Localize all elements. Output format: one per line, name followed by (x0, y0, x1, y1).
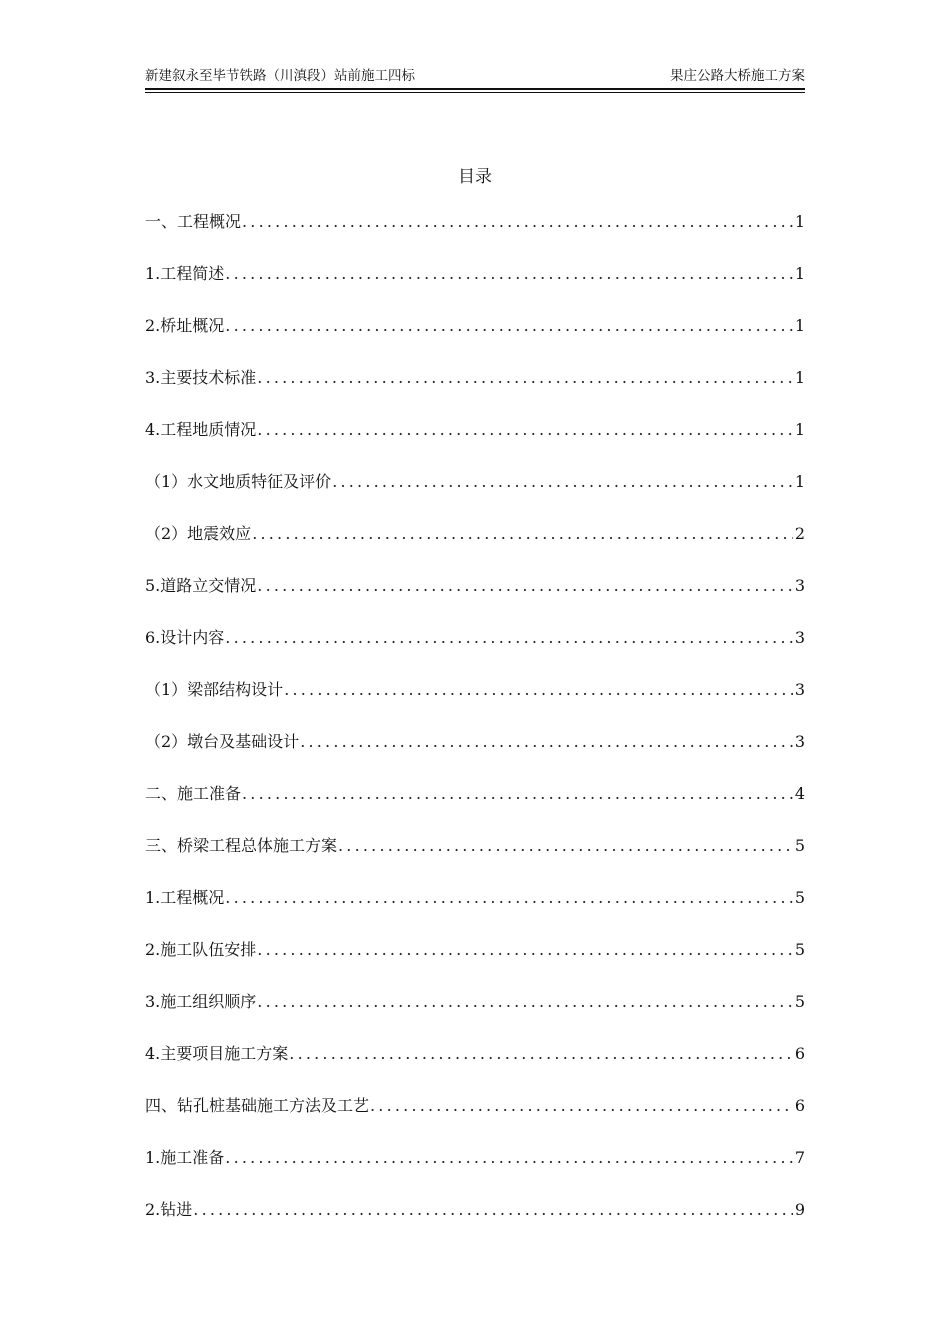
toc-entry-page-number: 1 (794, 472, 805, 491)
toc-dot-leader (370, 1094, 793, 1118)
toc-entry-label: （2）墩台及基础设计 (145, 732, 300, 751)
toc-entry-label: （1）梁部结构设计 (145, 680, 284, 699)
toc-entry[interactable] (145, 1198, 805, 1250)
toc-entry-label: 三、桥梁工程总体施工方案 (145, 836, 338, 855)
toc-entry[interactable] (145, 366, 805, 418)
toc-dot-leader (225, 262, 793, 286)
toc-dot-leader (257, 418, 793, 442)
toc-entry-page-number: 3 (794, 732, 805, 751)
toc-entry-label: 2.桥址概况 (145, 316, 225, 335)
toc-entry-page-number: 1 (794, 420, 805, 439)
toc-entry-page-number: 2 (794, 524, 805, 543)
toc-entry-label: 5.道路立交情况 (145, 576, 257, 595)
toc-entry-page-number: 1 (794, 212, 805, 231)
toc-entry-label: 3.主要技术标准 (145, 368, 257, 387)
toc-entry-label: 6.设计内容 (145, 628, 225, 647)
toc-entry-page-number: 7 (794, 1148, 805, 1167)
toc-entry-label: 四、钻孔桩基础施工方法及工艺 (145, 1096, 370, 1115)
toc-entry[interactable] (145, 834, 805, 886)
page-header (145, 66, 805, 86)
toc-entry-label: 二、施工准备 (145, 784, 242, 803)
toc-entry[interactable] (145, 782, 805, 834)
toc-dot-leader (225, 1146, 793, 1170)
toc-entry-page-number: 5 (794, 992, 805, 1011)
toc-entry[interactable] (145, 470, 805, 522)
toc-entry[interactable] (145, 938, 805, 990)
toc-entry-page-number: 9 (794, 1200, 805, 1219)
toc-entry[interactable] (145, 886, 805, 938)
toc-entry[interactable] (145, 1094, 805, 1146)
toc-dot-leader (284, 678, 793, 702)
toc-dot-leader (225, 626, 793, 650)
toc-entry-page-number: 4 (794, 784, 805, 803)
toc-entry[interactable] (145, 262, 805, 314)
toc-dot-leader (338, 834, 793, 858)
toc-entry[interactable] (145, 574, 805, 626)
toc-entry[interactable] (145, 210, 805, 262)
toc-entry-label: 4.工程地质情况 (145, 420, 257, 439)
toc-entry-label: 1.工程简述 (145, 264, 225, 283)
toc-dot-leader (225, 314, 793, 338)
toc-entry-page-number: 1 (794, 264, 805, 283)
toc-dot-leader (332, 470, 793, 494)
toc-dot-leader (257, 990, 793, 1014)
toc-entry[interactable] (145, 678, 805, 730)
toc-entry[interactable] (145, 1042, 805, 1094)
toc-entry-page-number: 1 (794, 316, 805, 335)
toc-entry[interactable] (145, 990, 805, 1042)
toc-entry[interactable] (145, 730, 805, 782)
toc-entry-label: 2.施工队伍安排 (145, 940, 257, 959)
toc-dot-leader (225, 886, 793, 910)
toc-entry[interactable] (145, 1146, 805, 1198)
toc-entry-label: 1.工程概况 (145, 888, 225, 907)
toc-entry-label: （2）地震效应 (145, 524, 252, 543)
toc-entry-page-number: 6 (794, 1044, 805, 1063)
toc-title: 目录 (458, 167, 492, 187)
toc-entry-page-number: 3 (794, 576, 805, 595)
toc-dot-leader (257, 366, 793, 390)
toc-dot-leader (257, 574, 793, 598)
toc-entry-label: 3.施工组织顺序 (145, 992, 257, 1011)
toc-dot-leader (193, 1198, 793, 1222)
toc-dot-leader (289, 1042, 793, 1066)
table-of-contents (145, 210, 805, 1250)
header-project-name: 新建叙永至毕节铁路（川滇段）站前施工四标 (145, 68, 415, 84)
toc-entry-label: 一、工程概况 (145, 212, 242, 231)
toc-dot-leader (242, 210, 793, 234)
toc-dot-leader (252, 522, 793, 546)
toc-entry[interactable] (145, 522, 805, 574)
toc-entry-label: 2.钻进 (145, 1200, 193, 1219)
header-document-title: 果庄公路大桥施工方案 (670, 68, 805, 84)
toc-entry-page-number: 3 (794, 628, 805, 647)
toc-entry-page-number: 5 (794, 836, 805, 855)
toc-entry[interactable] (145, 418, 805, 470)
toc-dot-leader (257, 938, 793, 962)
toc-entry-label: 1.施工准备 (145, 1148, 225, 1167)
header-rule (145, 88, 805, 93)
toc-entry-label: 4.主要项目施工方案 (145, 1044, 289, 1063)
toc-entry[interactable] (145, 314, 805, 366)
toc-entry-page-number: 5 (794, 888, 805, 907)
toc-entry[interactable] (145, 626, 805, 678)
toc-entry-page-number: 1 (794, 368, 805, 387)
toc-entry-page-number: 3 (794, 680, 805, 699)
toc-entry-page-number: 6 (794, 1096, 805, 1115)
toc-entry-label: （1）水文地质特征及评价 (145, 472, 332, 491)
toc-dot-leader (300, 730, 793, 754)
toc-dot-leader (242, 782, 793, 806)
toc-entry-page-number: 5 (794, 940, 805, 959)
